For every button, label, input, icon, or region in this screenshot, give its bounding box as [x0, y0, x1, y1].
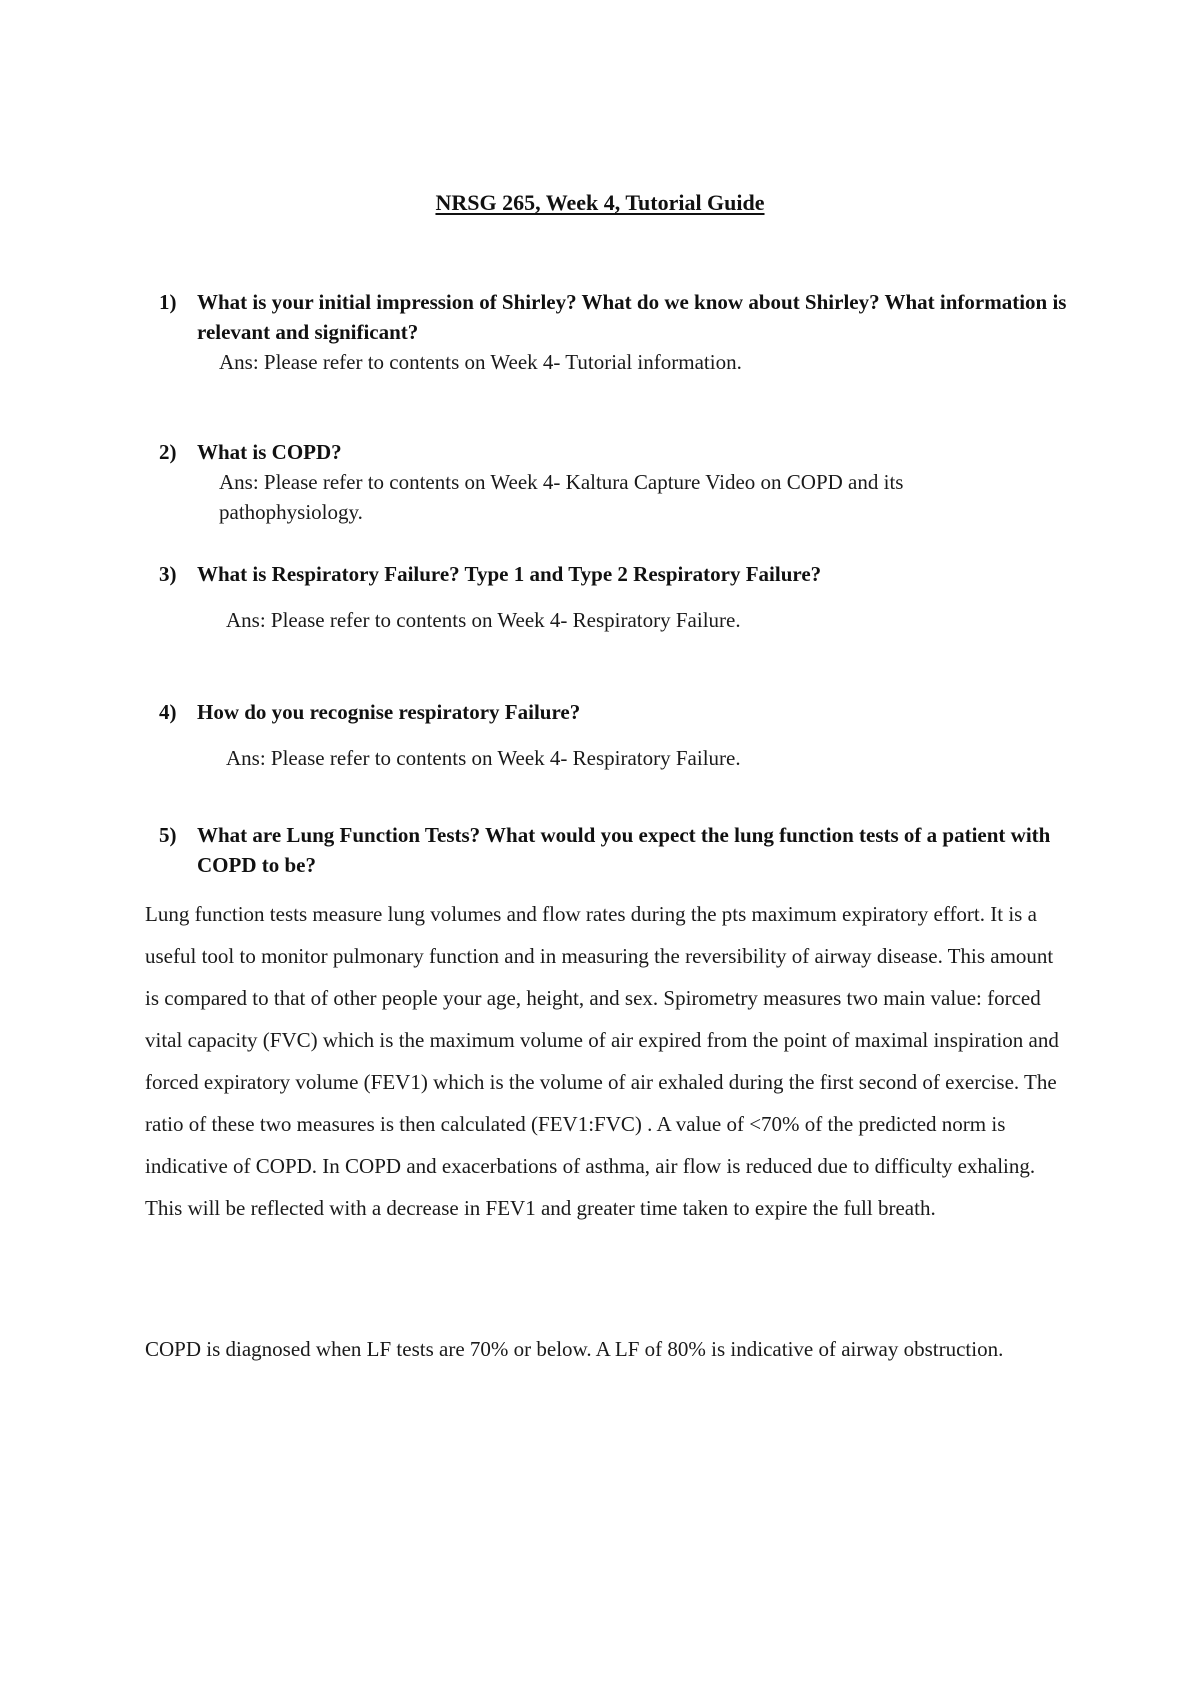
document-title: NRSG 265, Week 4, Tutorial Guide — [435, 190, 765, 215]
question-2 — [159, 437, 1079, 467]
question-1-number: 1) — [159, 290, 177, 314]
question-2-text: What is COPD? — [197, 440, 342, 464]
question-5-text: What are Lung Function Tests? What would you expect the lung function tests of a patient with COPD to be? — [197, 823, 1051, 877]
question-3 — [159, 559, 1079, 589]
question-3-number: 3) — [159, 562, 177, 586]
question-5 — [159, 820, 1079, 880]
question-5-number: 5) — [159, 823, 177, 847]
question-4-number: 4) — [159, 700, 177, 724]
question-1 — [159, 287, 1079, 347]
answer-1: Ans: Please refer to contents on Week 4- Tutorial information. — [219, 350, 742, 374]
answer-3: Ans: Please refer to contents on Week 4- Respiratory Failure. — [226, 608, 741, 632]
question-2-number: 2) — [159, 440, 177, 464]
question-4-text: How do you recognise respiratory Failure? — [197, 700, 581, 724]
question-1-text: What is your initial impression of Shirley? What do we know about Shirley? What information is relevant and significant? — [197, 290, 1067, 344]
answer-4: Ans: Please refer to contents on Week 4- Respiratory Failure. — [226, 746, 741, 770]
body-paragraph-2: COPD is diagnosed when LF tests are 70% or below. A LF of 80% is indicative of airway obstruction. — [145, 1337, 1004, 1361]
question-3-text: What is Respiratory Failure? Type 1 and Type 2 Respiratory Failure? — [197, 562, 822, 586]
question-4 — [159, 697, 1079, 727]
answer-2: Ans: Please refer to contents on Week 4- Kaltura Capture Video on COPD and its pathophysiology. — [219, 470, 904, 524]
body-paragraph-1: Lung function tests measure lung volumes and flow rates during the pts maximum expiratory effort. It is a useful tool to monitor pulmonary function and in measuring the reversibility of airway disease. This amount is compared to that of other people your age, height, and sex. Spirometry measures two main value: forced vital capacity (FVC) which is the maximum volume of air expired from the point of maximal inspiration and forced expiratory volume (FEV1) which is the volume of air exhaled during the first second of exercise. The ratio of these two measures is then calculated (FEV1:FVC) . A value of <70% of the predicted norm is indicative of COPD. In COPD and exacerbations of asthma, air flow is reduced due to difficulty exhaling. This will be reflected with a decrease in FEV1 and greater time taken to expire the full breath. — [145, 902, 1059, 1220]
